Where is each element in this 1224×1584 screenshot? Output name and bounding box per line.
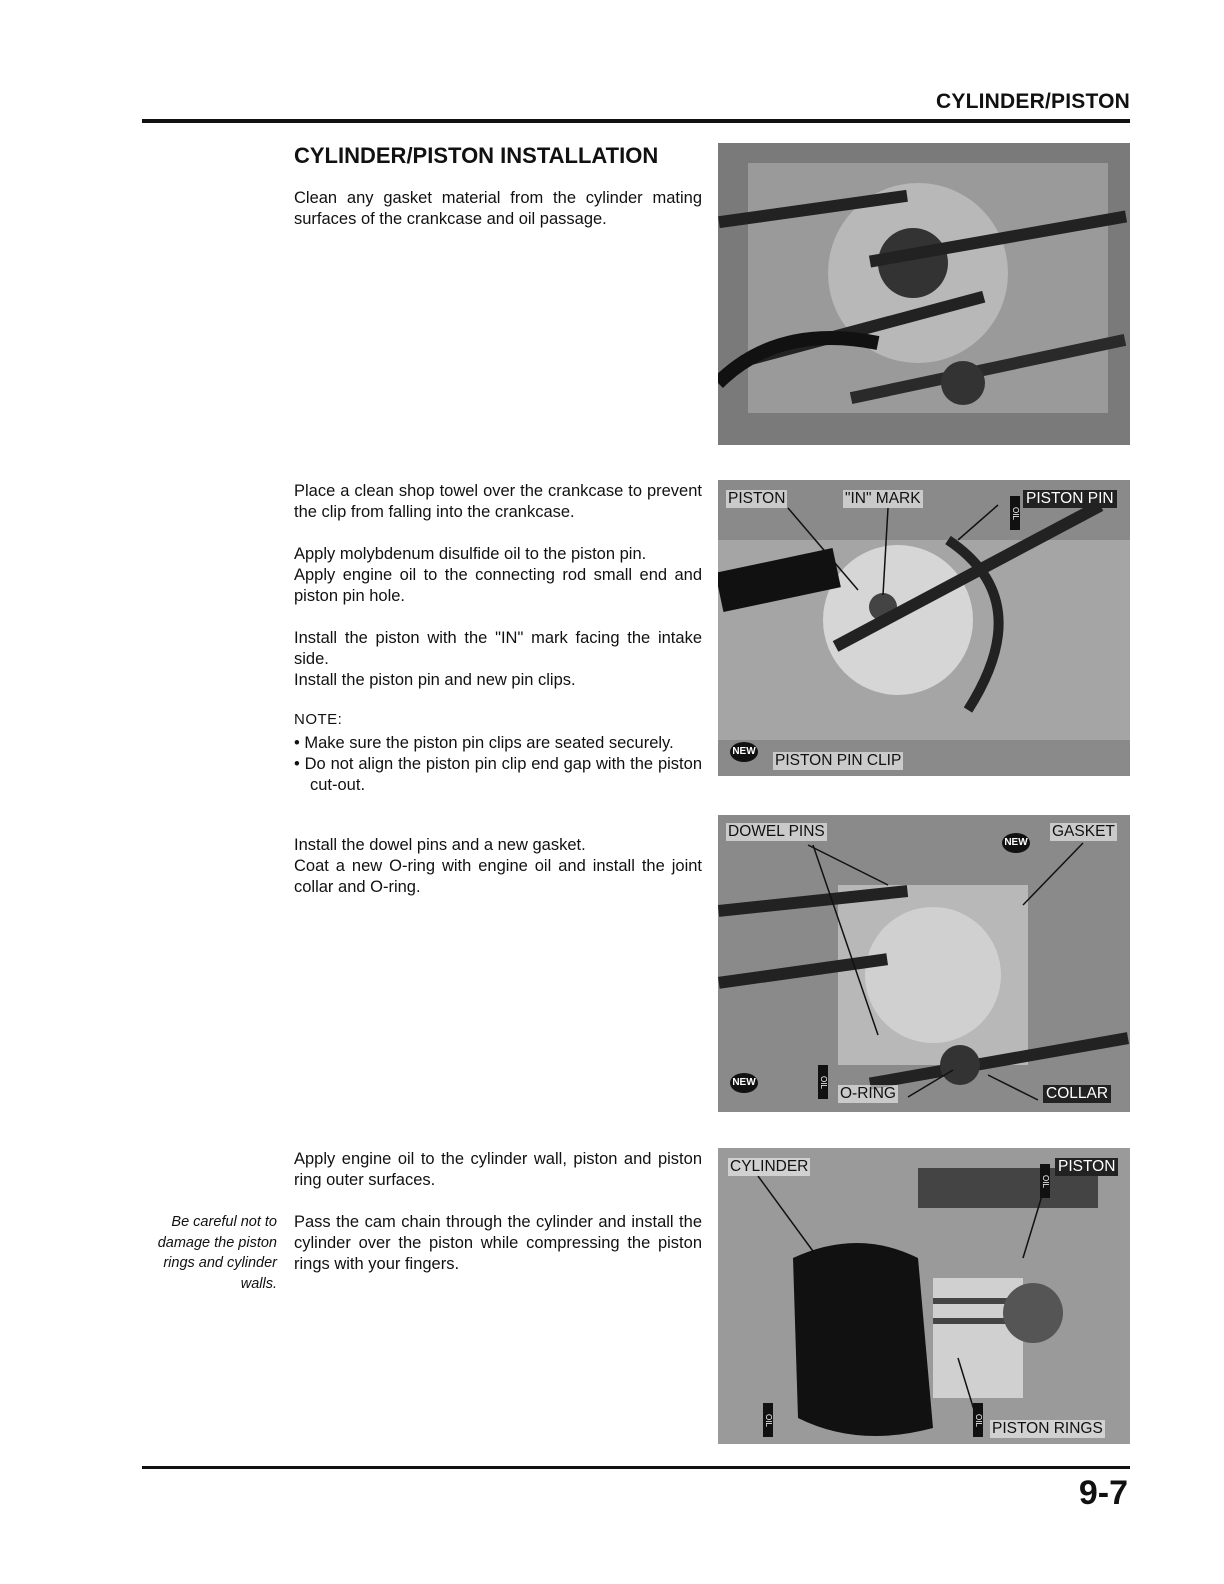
footer-rule	[142, 1466, 1130, 1469]
page-number: 9-7	[1078, 1474, 1128, 1512]
oil-icon: OIL	[1010, 496, 1020, 530]
note-label: NOTE:	[294, 711, 343, 728]
label-gasket: GASKET	[1052, 823, 1115, 840]
header-section-title: CYLINDER/PISTON	[936, 90, 1130, 113]
oil-icon: OIL	[763, 1403, 773, 1437]
step2-p1: Place a clean shop towel over the crankcase to prevent the clip from falling into the crankcase.	[294, 482, 702, 521]
step2-block	[294, 481, 702, 796]
new-part-icon: NEW	[1002, 833, 1030, 853]
step3-p1: Install the dowel pins and a new gasket.	[294, 836, 586, 854]
page-title: CYLINDER/PISTON INSTALLATION	[294, 143, 659, 168]
step1-text: Clean any gasket material from the cylinder mating surfaces of the crankcase and oil passage.	[294, 189, 702, 228]
label-cylinder: CYLINDER	[730, 1158, 809, 1175]
label-piston: PISTON	[728, 490, 786, 507]
step2-p2b: Apply engine oil to the connecting rod small end and piston pin hole.	[294, 566, 702, 605]
note-item: • Do not align the piston pin clip end gap with the piston cut-out.	[294, 755, 702, 794]
step2-p3a: Install the piston with the "IN" mark facing the intake side.	[294, 629, 702, 668]
step4-p1: Apply engine oil to the cylinder wall, piston and piston ring outer surfaces.	[294, 1150, 702, 1189]
label-piston-pin: PISTON PIN	[1023, 490, 1117, 508]
new-part-icon: NEW	[730, 1073, 758, 1093]
label-piston: PISTON	[1055, 1158, 1118, 1176]
oil-icon: OIL	[818, 1065, 828, 1099]
figure-cylinder-photo	[718, 1148, 1130, 1444]
label-in-mark: "IN" MARK	[845, 490, 921, 507]
oil-icon: OIL	[973, 1403, 983, 1437]
figure-piston-pin-photo	[718, 480, 1130, 776]
piston-illustration	[718, 480, 1130, 776]
label-collar: COLLAR	[1043, 1085, 1111, 1103]
crankcase-illustration	[718, 143, 1130, 445]
step2-p2a: Apply molybdenum disulfide oil to the piston pin.	[294, 545, 647, 563]
step3-block	[294, 835, 702, 898]
caution-note: Be careful not to damage the piston rings and cylinder walls.	[157, 1214, 277, 1292]
gasket-illustration	[718, 815, 1130, 1112]
label-piston-rings: PISTON RINGS	[992, 1420, 1103, 1437]
label-piston-pin-clip: PISTON PIN CLIP	[775, 752, 902, 769]
label-o-ring: O-RING	[840, 1085, 896, 1102]
note-item: • Make sure the piston pin clips are seated securely.	[294, 734, 674, 752]
figure-crankcase-photo	[718, 143, 1130, 445]
cylinder-illustration	[718, 1148, 1130, 1444]
figure-dowel-gasket-photo	[718, 815, 1130, 1112]
step3-p2: Coat a new O-ring with engine oil and install the joint collar and O-ring.	[294, 857, 702, 896]
new-part-icon: NEW	[730, 742, 758, 762]
oil-icon: OIL	[1040, 1164, 1050, 1198]
header-rule	[142, 119, 1130, 123]
label-dowel-pins: DOWEL PINS	[728, 823, 825, 840]
step4-p2: Pass the cam chain through the cylinder and install the cylinder over the piston while compressing the piston rings with your fingers.	[294, 1213, 702, 1273]
step2-p3b: Install the piston pin and new pin clips.	[294, 671, 576, 689]
